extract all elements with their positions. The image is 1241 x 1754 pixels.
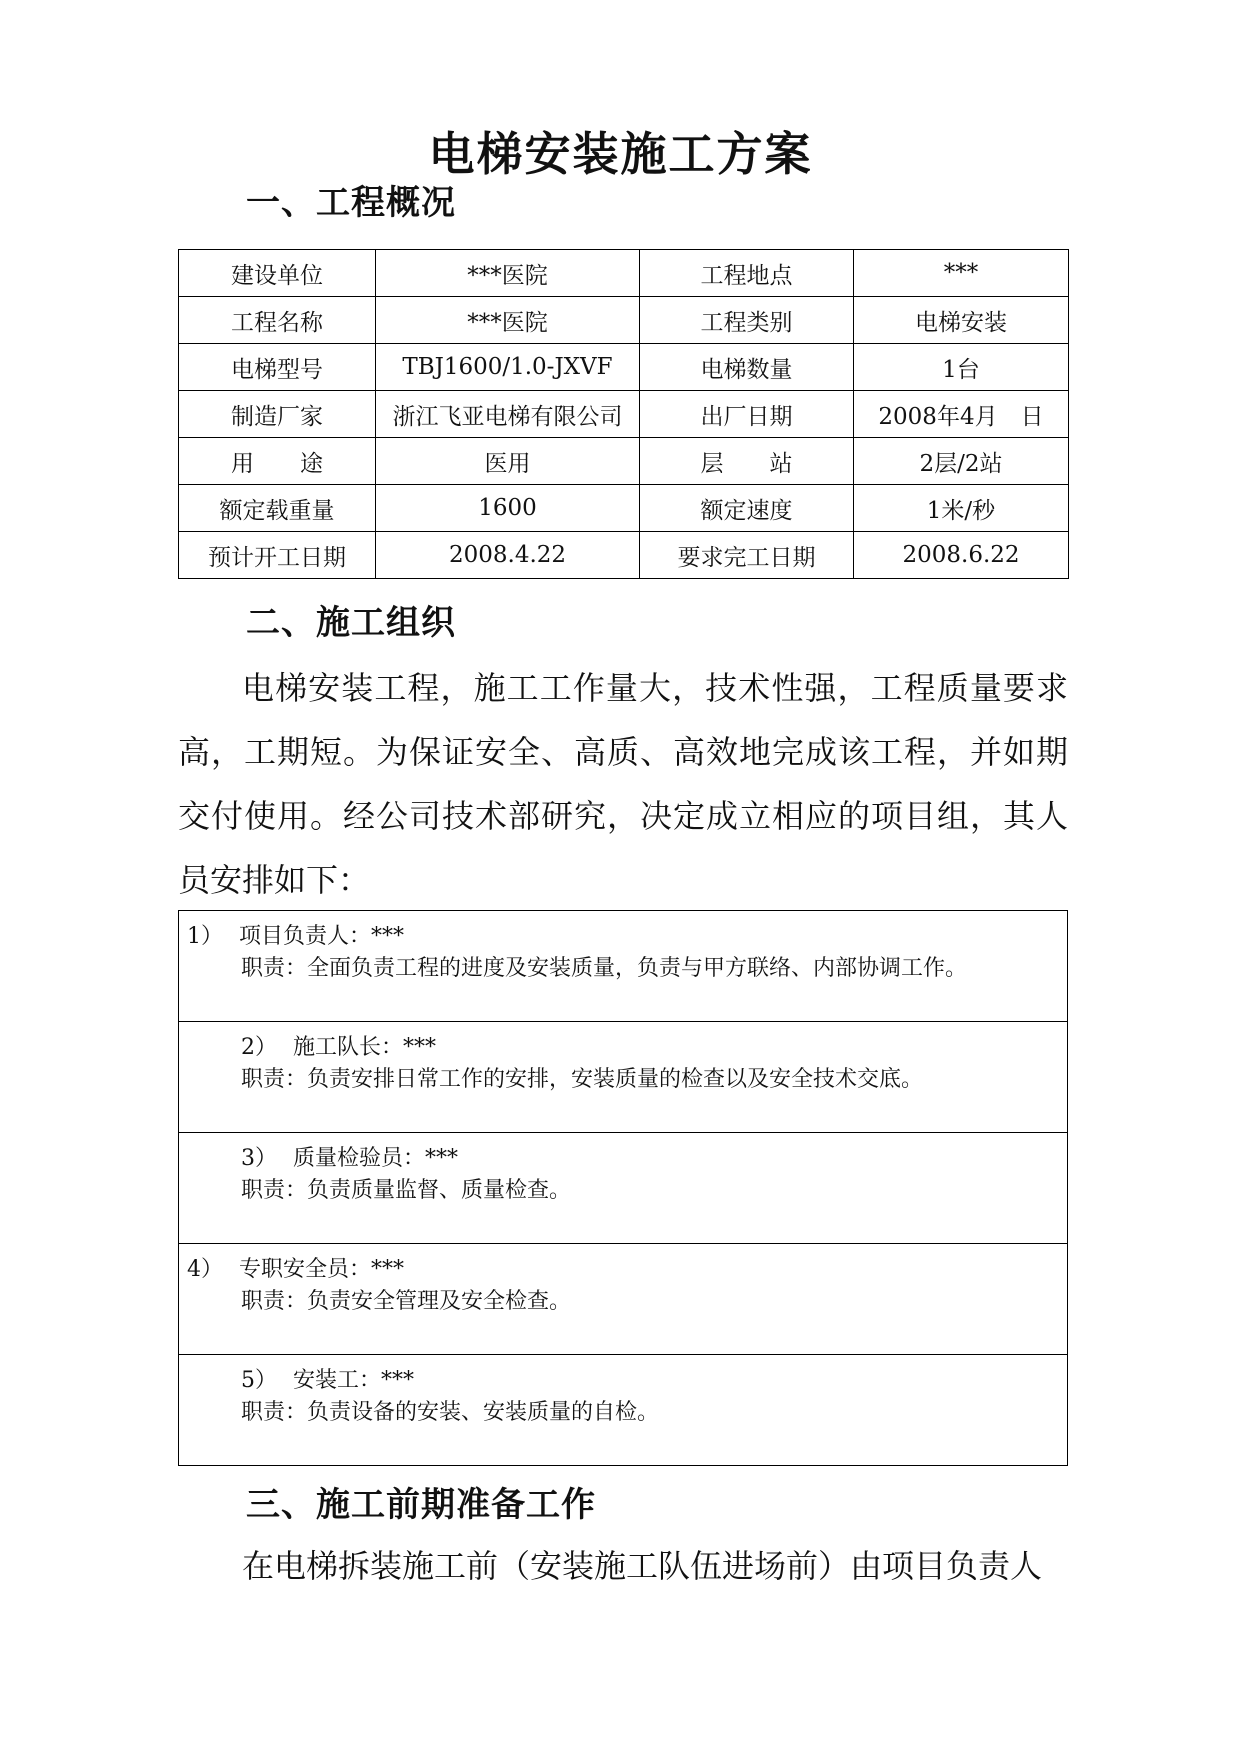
staff-cell	[179, 1133, 1068, 1244]
info-row	[179, 297, 1069, 344]
document-title: 电梯安装施工方案	[428, 127, 813, 181]
staff-role-line	[187, 919, 404, 950]
staff-role-line	[241, 1141, 458, 1172]
staff-number: 1）	[187, 924, 223, 949]
staff-role-line	[241, 1030, 436, 1061]
info-value-cell: 1米/秒	[854, 485, 1069, 532]
staff-duty: 职责：负责安排日常工作的安排，安装质量的检查以及安全技术交底。	[241, 1067, 924, 1092]
staff-role: 施工队长：***	[293, 1035, 437, 1060]
info-row	[179, 438, 1069, 485]
section-heading-preparation: 三、施工前期准备工作	[246, 1485, 596, 1525]
section-heading-overview: 一、工程概况	[246, 183, 456, 223]
staff-cell	[179, 1355, 1068, 1466]
info-value-cell: 电梯安装	[854, 297, 1069, 344]
staff-role: 项目负责人：***	[239, 924, 405, 949]
staff-role: 质量检验员：***	[293, 1146, 459, 1171]
staff-cell	[179, 1022, 1068, 1133]
staff-duty: 职责：负责质量监督、质量检查。	[241, 1178, 572, 1203]
staff-row	[179, 1022, 1068, 1133]
info-label-cell: 层 站	[640, 438, 854, 485]
info-label-cell: 预计开工日期	[179, 532, 376, 579]
info-value-cell: 2008.6.22	[854, 532, 1069, 579]
info-value-cell: ***医院	[376, 250, 640, 297]
info-label-cell: 额定载重量	[179, 485, 376, 532]
info-value-cell: TBJ1600/1.0-JXVF	[376, 344, 640, 391]
info-value-cell: ***	[854, 250, 1069, 297]
info-value-cell: ***医院	[376, 297, 640, 344]
staff-row	[179, 911, 1068, 1022]
info-label-cell: 制造厂家	[179, 391, 376, 438]
info-label-cell: 出厂日期	[640, 391, 854, 438]
staff-number: 5）	[241, 1368, 277, 1393]
info-row	[179, 532, 1069, 579]
staff-role-line	[241, 1363, 414, 1394]
staff-duty: 职责：全面负责工程的进度及安装质量，负责与甲方联络、内部协调工作。	[241, 956, 968, 981]
staff-cell	[179, 1244, 1068, 1355]
staff-duty: 职责：负责安全管理及安全检查。	[241, 1289, 572, 1314]
staff-row	[179, 1244, 1068, 1355]
info-label-cell: 工程名称	[179, 297, 376, 344]
staff-number: 2）	[241, 1035, 277, 1060]
info-value-cell: 2层/2站	[854, 438, 1069, 485]
preparation-paragraph: 在电梯拆装施工前（安装施工队伍进场前）由项目负责人	[242, 1547, 1043, 1585]
info-label-cell: 电梯型号	[179, 344, 376, 391]
info-value-cell: 2008年4月 日	[854, 391, 1069, 438]
info-row	[179, 250, 1069, 297]
info-value-cell: 医用	[376, 438, 640, 485]
staff-number: 4）	[187, 1257, 223, 1282]
staff-duty: 职责：负责设备的安装、安装质量的自检。	[241, 1400, 660, 1425]
info-label-cell: 额定速度	[640, 485, 854, 532]
info-row	[179, 485, 1069, 532]
info-label-cell: 工程类别	[640, 297, 854, 344]
staff-table	[178, 910, 1068, 1466]
info-value-cell: 2008.4.22	[376, 532, 640, 579]
organization-paragraph: 电梯安装工程，施工工作量大，技术性强，工程质量要求高，工期短。为保证安全、高质、高效地完成该工程，并如期交付使用。经公司技术部研究，决定成立相应的项目组，其人员安排如下：	[178, 669, 1068, 899]
info-label-cell: 要求完工日期	[640, 532, 854, 579]
info-label-cell: 建设单位	[179, 250, 376, 297]
staff-role: 安装工：***	[293, 1368, 415, 1393]
staff-role-line	[187, 1252, 404, 1283]
info-value-cell: 1600	[376, 485, 640, 532]
project-info-table	[178, 249, 1069, 579]
staff-row	[179, 1133, 1068, 1244]
staff-row	[179, 1355, 1068, 1466]
info-row	[179, 344, 1069, 391]
info-label-cell: 电梯数量	[640, 344, 854, 391]
section-heading-organization: 二、施工组织	[246, 603, 456, 643]
info-label-cell: 用 途	[179, 438, 376, 485]
info-value-cell: 1台	[854, 344, 1069, 391]
staff-cell	[179, 911, 1068, 1022]
info-row	[179, 391, 1069, 438]
info-label-cell: 工程地点	[640, 250, 854, 297]
info-value-cell: 浙江飞亚电梯有限公司	[376, 391, 640, 438]
staff-role: 专职安全员：***	[239, 1257, 405, 1282]
staff-number: 3）	[241, 1146, 277, 1171]
